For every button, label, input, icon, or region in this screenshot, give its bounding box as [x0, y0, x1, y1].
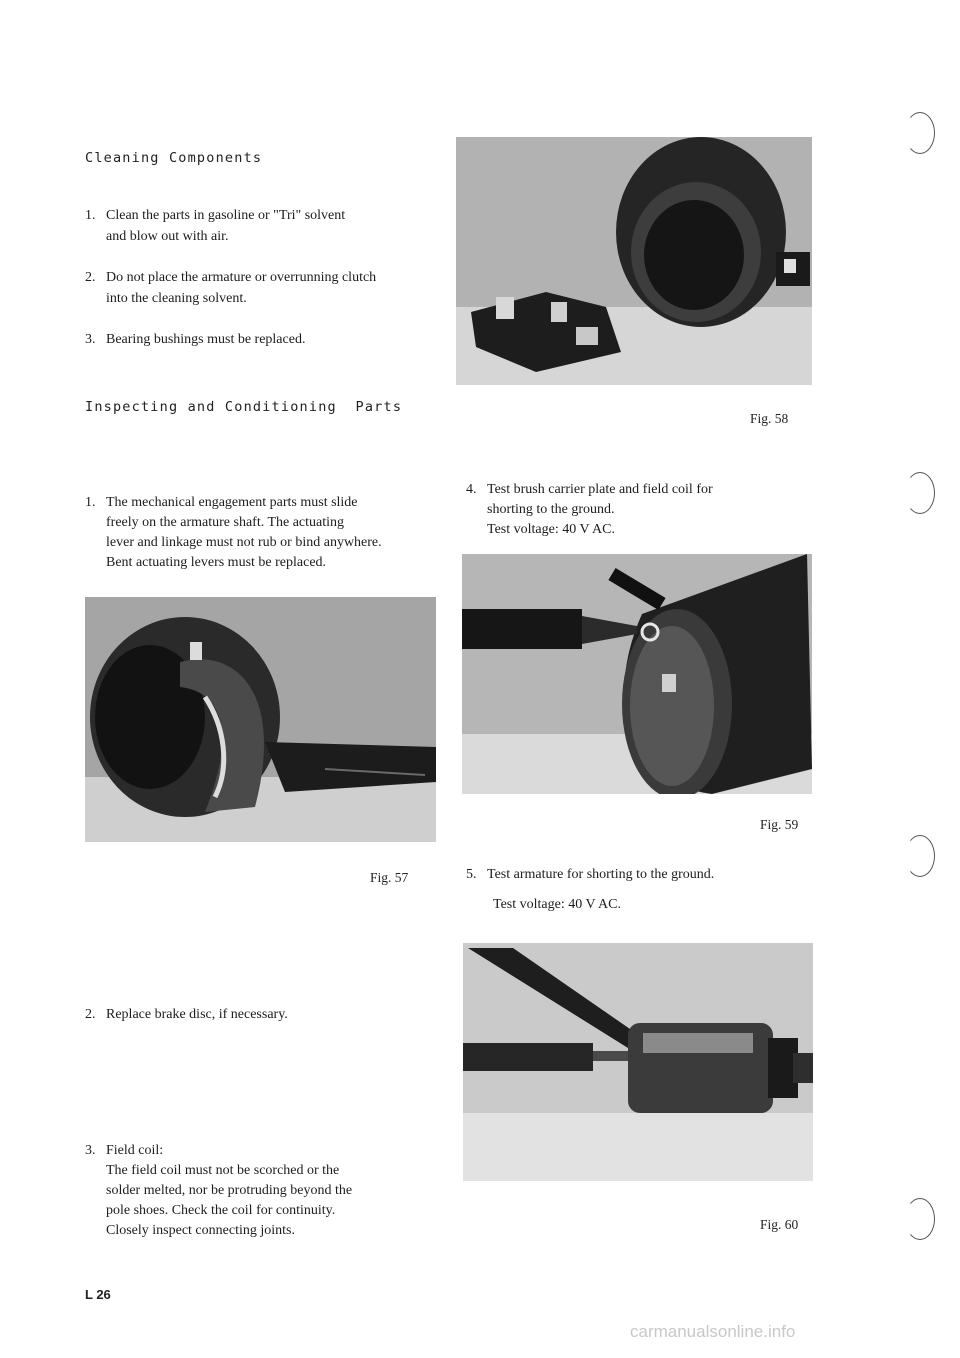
- fig-59-caption: Fig. 59: [760, 817, 799, 832]
- fig-60-caption: Fig. 60: [760, 1217, 799, 1232]
- fig-59-photo: [462, 554, 812, 794]
- fig-58-photo: [456, 137, 812, 385]
- fig-58-caption: Fig. 58: [750, 411, 789, 426]
- section-heading-cleaning: Cleaning Components: [85, 150, 263, 166]
- inspect-step-1: 1. The mechanical engagement parts must slide freely on the armature shaft. The actuating lever and linkage must not rub or bind anywhere. Bent actuating levers must be replaced.: [85, 495, 382, 570]
- binder-hole: [905, 472, 935, 514]
- inspect-step-2: 2. Replace brake disc, if necessary.: [85, 1007, 288, 1022]
- fig-57-photo: [85, 597, 436, 842]
- fig-57-caption: Fig. 57: [370, 870, 409, 885]
- page-number: L 26: [85, 1287, 111, 1302]
- test-step-5-voltage: Test voltage: 40 V AC.: [493, 897, 622, 912]
- section-heading-inspecting: Inspecting and Conditioning Parts: [85, 399, 403, 415]
- test-step-4: 4. Test brush carrier plate and field coil for shorting to the ground. Test voltage: 40 V AC.: [466, 482, 713, 537]
- binder-hole: [905, 1198, 935, 1240]
- fig-60-photo: [463, 943, 813, 1181]
- watermark-text: carmanualsonline.info: [630, 1322, 796, 1341]
- cleaning-step-2: 2. Do not place the armature or overrunning clutch into the cleaning solvent.: [85, 270, 377, 306]
- cleaning-step-3: 3. Bearing bushings must be replaced.: [85, 332, 306, 347]
- binder-hole: [905, 112, 935, 154]
- inspect-step-3: 3. Field coil: The field coil must not be scorched or the solder melted, nor be protruding beyond the pole shoes. Check the coil for continuity. Closely inspect connecting joints.: [85, 1143, 353, 1238]
- binder-hole: [905, 835, 935, 877]
- test-step-5: 5. Test armature for shorting to the ground.: [466, 867, 715, 882]
- cleaning-step-1: 1. Clean the parts in gasoline or "Tri" solvent and blow out with air.: [85, 208, 346, 244]
